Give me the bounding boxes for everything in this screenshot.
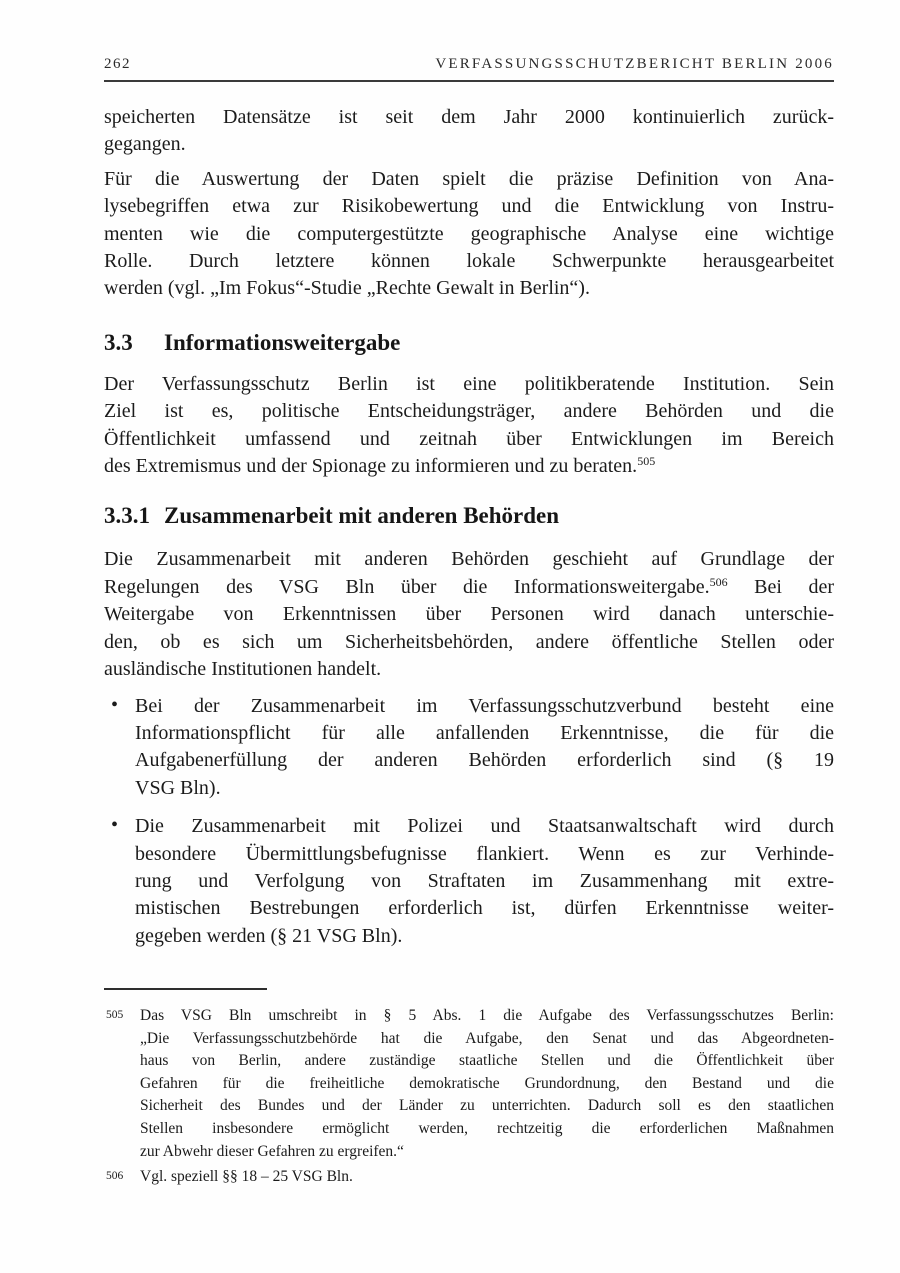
text-line: werden (vgl. „Im Fokus“-Studie „Rechte Gewalt in Berlin“). (104, 277, 590, 300)
footnote-text (140, 1005, 834, 1163)
text-line: gegeben werden (§ 21 VSG Bln). (135, 924, 403, 947)
paragraph-verfassungsschutz (104, 371, 834, 481)
text-line: Die Zusammenarbeit mit anderen Behörden geschieht auf Grundlage der (104, 548, 834, 571)
text-line: Aufgabenerfüllung der anderen Behörden erforderlich sind (§ 19 (135, 749, 834, 772)
text-line: menten wie die computergestützte geographische Analyse eine wichtige (104, 222, 834, 245)
text-line: des Extremismus und der Spionage zu informieren und zu beraten.$^{505}$ (104, 454, 656, 478)
page-body (104, 104, 834, 950)
text-line: Die Zusammenarbeit mit Polizei und Staatsanwaltschaft wird durch (135, 815, 834, 838)
section-title: Informationsweitergabe (164, 329, 401, 355)
text-line: haus von Berlin, andere zuständige staatliche Stellen und die Öffentlichkeit über (140, 1052, 834, 1070)
text-line: rung und Verfolgung von Straftaten im Zusammenhang mit extre- (135, 869, 834, 892)
section-title: Zusammenarbeit mit anderen Behörden (164, 503, 560, 529)
section-heading-3-3 (104, 328, 834, 358)
footnote-ref: 506 (709, 574, 728, 589)
text-line: Ziel ist es, politische Entscheidungsträger, andere Behörden und die (104, 400, 834, 423)
text-line: Der Verfassungsschutz Berlin ist eine politikberatende Institution. Sein (104, 372, 834, 395)
section-number: 3.3 (104, 329, 133, 355)
bullet-text (135, 693, 834, 803)
paragraph-datensaetze (104, 104, 834, 159)
footnote-ref: 505 (637, 454, 656, 469)
paragraph-zusammenarbeit (104, 546, 834, 683)
section-heading-3-3-1 (104, 501, 834, 531)
text-line: Das VSG Bln umschreibt in § 5 Abs. 1 die Aufgabe des Verfassungsschutzes Berlin: (140, 1007, 834, 1024)
text-line: Öffentlichkeit umfassend und zeitnah über Entwicklungen im Bereich (104, 427, 834, 450)
text-line: „Die Verfassungsschutzbehörde hat die Aufgabe, den Senat und das Abgeordneten- (140, 1029, 834, 1047)
footnote-number: 505 (106, 1009, 124, 1021)
footnote-separator (104, 988, 267, 990)
bullet-icon: • (111, 693, 119, 716)
bullet-icon: • (111, 814, 119, 837)
text-line: den, ob es sich um Sicherheitsbehörden, andere öffentliche Stellen oder (104, 630, 834, 653)
bullet-text (135, 813, 834, 950)
running-title: VERFASSUNGSSCHUTZBERICHT BERLIN 2006 (435, 56, 834, 72)
text-line: lysebegriffen etwa zur Risikobewertung und die Entwicklung von Instru- (104, 195, 834, 218)
footnote-text (140, 1166, 834, 1189)
text-line: Für die Auswertung der Daten spielt die präzise Definition von Ana- (104, 167, 834, 190)
text-line: gegangen. (104, 133, 186, 156)
text-line: Sicherheit des Bundes und der Länder zu unterrichten. Dadurch soll es den staatlichen (140, 1097, 834, 1115)
bullet-item-verbund (104, 693, 834, 803)
page-header (104, 56, 834, 82)
text-line: mistischen Bestrebungen erforderlich ist, dürfen Erkenntnisse weiter- (135, 897, 834, 920)
text-line: Stellen insbesondere ermöglicht werden, rechtzeitig die erforderlichen Maßnahmen (140, 1119, 834, 1137)
page-number: 262 (104, 56, 131, 72)
text-line: Vgl. speziell §§ 18 – 25 VSG Bln. (140, 1168, 353, 1186)
bullet-item-polizei (104, 813, 834, 950)
bullet-list (104, 693, 834, 951)
text-line: ausländische Institutionen handelt. (104, 658, 382, 681)
footnote-number: 506 (106, 1170, 124, 1183)
text-line: speicherten Datensätze ist seit dem Jahr 2000 kontinuierlich zurück- (104, 106, 834, 128)
text-line: Regelungen des VSG Bln über die Informationsweitergabe.$^{506}$ Bei der (104, 574, 834, 598)
text-line: Gefahren für die freiheitliche demokratische Grundordnung, den Bestand und die (140, 1074, 834, 1092)
text-line: Bei der Zusammenarbeit im Verfassungsschutzverbund besteht eine (135, 694, 834, 717)
footnote-506 (104, 1166, 834, 1189)
text-line: besondere Übermittlungsbefugnisse flankiert. Wenn es zur Verhinde- (135, 842, 834, 865)
paragraph-auswertung (104, 166, 834, 303)
text-line: zur Abwehr dieser Gefahren zu ergreifen.“ (140, 1142, 404, 1160)
text-line: Weitergabe von Erkenntnissen über Personen wird danach unterschie- (104, 603, 834, 626)
text-line: Informationspflicht für alle anfallenden Erkenntnisse, die für die (135, 721, 834, 744)
footnote-505 (104, 1005, 834, 1163)
section-number: 3.3.1 (104, 503, 150, 529)
text-line: VSG Bln). (135, 776, 221, 799)
text-line: Rolle. Durch letztere können lokale Schwerpunkte herausgearbeitet (104, 250, 834, 273)
footnote-area (104, 988, 834, 1189)
